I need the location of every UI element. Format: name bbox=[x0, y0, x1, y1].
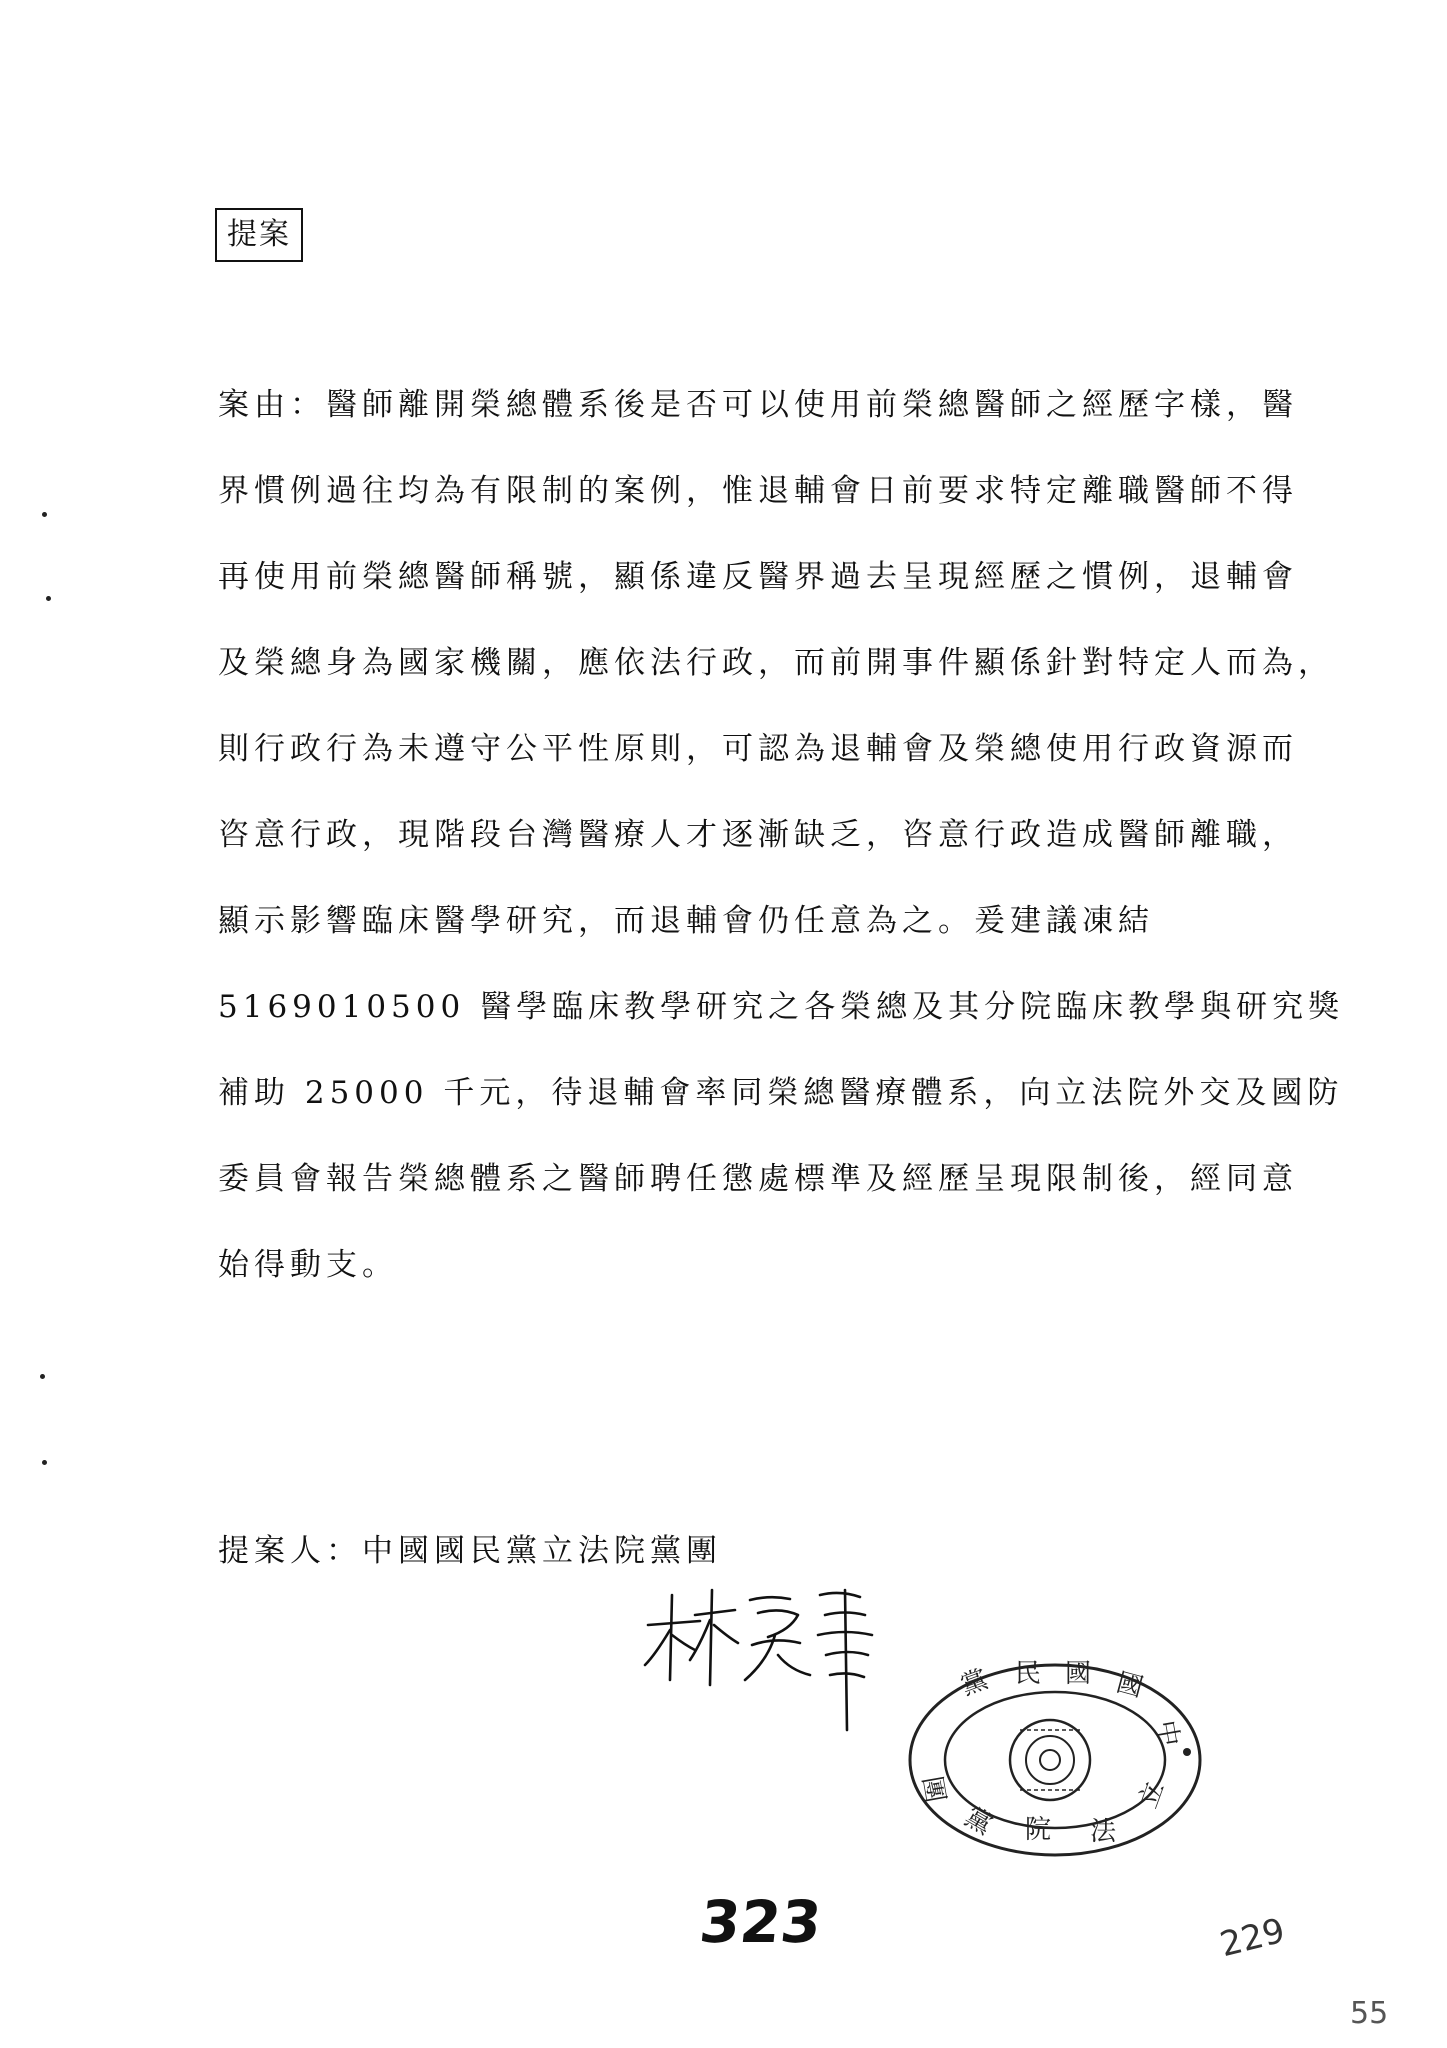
svg-text:國: 國 bbox=[1113, 1667, 1147, 1704]
proposer-line: 提案人：中國國民黨立法院黨團 bbox=[218, 1533, 722, 1569]
handwritten-signature bbox=[640, 1585, 900, 1735]
scan-speck bbox=[42, 1460, 47, 1465]
scan-speck bbox=[42, 512, 47, 517]
body-line: 及榮總身為國家機關，應依法行政，而前開事件顯係針對特定人而為， bbox=[218, 645, 1334, 681]
body-line: 5169010500 醫學臨床教學研究之各榮總及其分院臨床教學與研究獎 bbox=[218, 989, 1345, 1025]
svg-text:立: 立 bbox=[1133, 1777, 1171, 1813]
proposal-tag: 提案 bbox=[215, 208, 303, 262]
body-line: 則行政行為未遵守公平性原則，可認為退輔會及榮總使用行政資源而 bbox=[218, 731, 1298, 767]
page-number-secondary: 229 bbox=[1216, 1910, 1289, 1966]
svg-text:中: 中 bbox=[1150, 1718, 1185, 1749]
body-line: 再使用前榮總醫師稱號，顯係違反醫界過去呈現經歷之慣例，退輔會 bbox=[218, 559, 1298, 595]
svg-text:民: 民 bbox=[1015, 1660, 1042, 1689]
page-number-corner: 55 bbox=[1350, 1996, 1389, 2031]
body-line: 顯示影響臨床醫學研究，而退輔會仍任意為之。爰建議凍結 bbox=[218, 903, 1154, 939]
body-line: 咨意行政，現階段台灣醫療人才逐漸缺乏，咨意行政造成醫師離職， bbox=[218, 817, 1298, 853]
svg-text:院: 院 bbox=[1025, 1815, 1052, 1845]
body-line: 始得動支。 bbox=[218, 1247, 398, 1283]
page-number-main: 323 bbox=[696, 1888, 825, 1956]
scan-speck bbox=[46, 596, 51, 601]
svg-text:國: 國 bbox=[1065, 1660, 1092, 1689]
body-line: 委員會報告榮總體系之醫師聘任懲處標準及經歷呈現限制後，經同意 bbox=[218, 1161, 1298, 1197]
body-line: 補助 25000 千元，待退輔會率同榮總醫療體系，向立法院外交及國防 bbox=[218, 1075, 1344, 1111]
svg-text:團: 團 bbox=[916, 1774, 951, 1805]
svg-text:法: 法 bbox=[1090, 1817, 1117, 1847]
scan-speck bbox=[40, 1374, 45, 1379]
svg-text:黨: 黨 bbox=[959, 1802, 998, 1842]
body-line: 案由：醫師離開榮總體系後是否可以使用前榮總醫師之經歷字樣，醫 bbox=[218, 387, 1298, 423]
party-seal bbox=[905, 1660, 1205, 1860]
svg-text:黨: 黨 bbox=[957, 1664, 992, 1702]
body-line: 界慣例過往均為有限制的案例，惟退輔會日前要求特定離職醫師不得 bbox=[218, 473, 1298, 509]
